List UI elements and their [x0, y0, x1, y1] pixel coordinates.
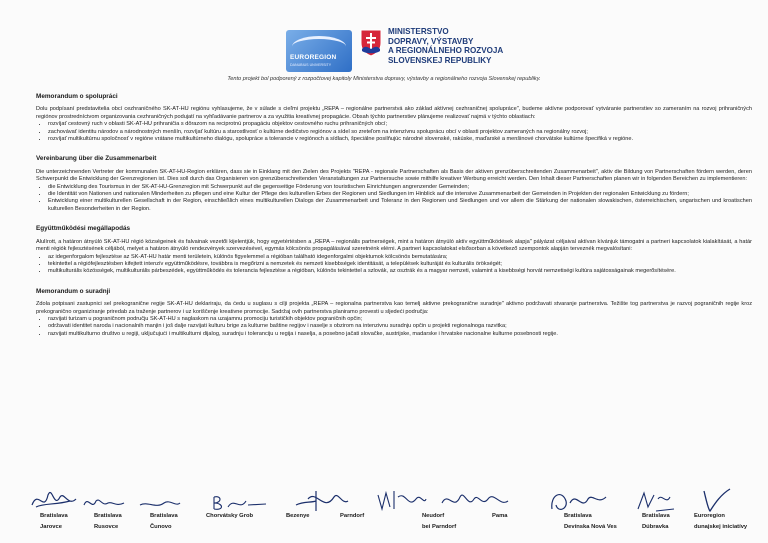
section-list: [36, 121, 752, 143]
signatory-line1: Bratislava: [564, 513, 592, 519]
slovak-crest-icon: [360, 29, 382, 57]
list-item: • rozvíjať cestovný ruch v oblasti SK-AT-HU prihraničia s dôrazom na reciprotnú propagáciu objektov cestovného ruchu prihraničných obcí;: [48, 121, 752, 128]
list-item: • razvijati multikulturno društvo u regiji, uključujući i multikulturni dijalog, suradnju i toleranciju u regija i naselja, a posebno jačati slovačke, austrijske, madarske i hrvatske nacionalne kulturne posebnosti regije.: [48, 331, 752, 338]
section-title: Memorandum o suradnji: [36, 287, 111, 295]
ministry-line: MINISTERSTVO: [388, 27, 449, 36]
section-slovak: [36, 93, 752, 143]
section-croatian: [36, 288, 752, 338]
signatory-line2: Jarovce: [40, 524, 62, 530]
section-title: Memorandum o spolupráci: [36, 93, 118, 100]
signatory: [694, 511, 747, 533]
signatory: [286, 511, 310, 522]
section-title: Vereinbarung über die Zusammenarbeit: [36, 155, 157, 163]
euroregion-logo: [286, 30, 352, 72]
ministry-line: DOPRAVY, VÝSTAVBY: [388, 36, 474, 46]
signatory-line2: Devínska Nová Ves: [564, 524, 617, 530]
signatory: [642, 511, 670, 533]
signatory-line1: Bratislava: [642, 513, 670, 519]
signatory: [492, 511, 507, 522]
section-intro: Alulírott, a határon átnyúló SK-AT-HU régió községeinek és falvainak vezetői kijelentjük, hogy egyetértésben a „REPA – regionális partnerségek, mint a határon átnyúló aktív együttműködések alapja" pályázat céljaival aktívan kívánjuk támogatni a partneri kapcsolatok kialakítását, a határ menti régiók fejlesztésének céljából, melyet a határon átnyúló rendezvények szervezésével, egymás kölcsönös propagálásával szeretnénk elérni. A partneri kapcsolatokat elsősorban a következő szempontok alapján terveznék megvalósítani:: [36, 238, 752, 253]
list-item: • die Entwicklung des Tourismus in der SK-AT-HU-Grenzregion mit Schwerpunkt auf die gegenseitige Förderung von touristischen Einrichtungen angrenzender Gemeinden;: [48, 184, 752, 191]
signature-image: [376, 487, 428, 515]
signature-block: [0, 487, 768, 543]
signatory: [150, 511, 178, 533]
list-item: • multikulturális közösségek, multikulturális párbeszédek, együttműködés és tolerancia fejlesztése a régióban, különös tekintettel a szlovák, az osztrák és a magyar nemzeti, valamint a kisebbségi horvát nemzetiségi kultúra sajátosságainak megerősítésére.: [48, 268, 752, 275]
list-item: • održavati identitet naroda i nacionalnih manjin i još dalje razvijati kulturu brige za kulturne baštine regijov i naselje s obzirom na intenzivnu suradnju opčin u projekti regionalnoga razvitka;: [48, 323, 752, 330]
section-title: Együttműködési megállapodás: [36, 225, 131, 233]
signatory-line1: Parndorf: [340, 513, 365, 519]
list-item: • rozvíjať multikultúrnu spoločnosť v regióne vrátane multikultúrneho dialógu, spolupráce a tolerancie v regiónoch a sídlach, špeciálne posilňujúc národné slovenské, rakúske, maďarské a menšinové chorvátske kultúrne špecifiká v regióne.: [48, 136, 752, 143]
list-item: • zachovávať identitu národov a národnostných menšín, rozvíjať kultúru a starostlivosť o kultúrne dedičstvo regiónov a sídel so zreteľom na intenzívnu spoluprácu obcí v oblasti projektov zameraných na regionálny rozvoj;: [48, 129, 752, 136]
signatory-line1: Bratislava: [94, 513, 122, 519]
signatory-line2: Rusovce: [94, 524, 119, 530]
section-list: [36, 316, 752, 338]
signatory-line1: Bratislava: [150, 513, 178, 519]
section-intro: Zdola potpisani zastupnici sel prekogranične regije SK-AT-HU deklariraju, da ćedu u suglasu s cilji projekta „REPA – regionalna partnerstva kao temelj aktivne prekogranične suradnje" aktivno podržavati stvaranje partnerstva. Težište tog partnerstva je razvoj pograničnih regije kroz prekogranično organiziranje priredab za traženje partnerov i uz koriščenje kreativne promocije. Sadržaj ovih partnerstva planiramo provesti u sljedeći područja:: [36, 301, 752, 315]
euroregion-logo-title: EUROREGION: [290, 54, 337, 61]
section-intro: Dolu podpísaní predstavitelia obcí cezhraničného SK-AT-HU regiónu vyhlasujeme, že v súlade s cieľmi projektu „REPA – regionálne partnerstvá ako základ aktívnej cezhraničnej spolupráce", budeme aktívne podporovať vytváranie partnerstiev so zameraním na rozvoj prihraničných regiónov prostredníctvom organizovania cezhraničných podujatí na vyhľadávanie partnerov a za využitia kreatívnej propagácie. Obsah týchto partnerstiev plánujeme realizovať najmä v týchto oblastiach:: [36, 106, 752, 120]
list-item: • az idegenforgalom fejlesztése az SK-AT-HU határ menti területein, különös figyelemmel a régióban található idegenforgalmi objektumok kölcsönös bemutatására;: [48, 254, 752, 261]
list-item: • Entwicklung einer multikulturellen Gesellschaft in der Region, einschließlich eines multikulturellen Dialogs der Zusammenarbeit und Toleranz in den Regionen und Siedlungen und vor allem die Stärkung der nationalen slowakischen, österreichischen, ungarischen und kroatischen kulturellen Besonderheiten in der Region.: [48, 198, 752, 213]
list-item: • die Identität von Nationen und nationalen Minderheiten zu pflegen und eine Kultur der Pflege des kulturellen Erbes der Regionen und Siedlungen im Hinblick auf die intensive Zusammenarbeit der Gemeinden in Projekten der regionalen Entwicklung zu fördern;: [48, 191, 752, 198]
section-german: [36, 155, 752, 213]
signatory-line2: dunajskej iniciatívy: [694, 524, 748, 530]
signatory-line1: Chorvátsky Grob: [206, 513, 254, 519]
signatory: [94, 511, 122, 533]
signatory: [206, 511, 253, 522]
signatory-line1: Bezenye: [286, 513, 310, 519]
letterhead: [286, 27, 503, 72]
ministry-name: [388, 27, 503, 65]
funding-tagline: Tento projekt bol podporený z rozpočtovej kapitoly Ministerstva dopravy, výstavby a regionálneho rozvoja Slovenskej republiky.: [227, 76, 541, 82]
signatory-line1: Euroregion: [694, 513, 725, 519]
euroregion-logo-subtitle: DANUBIUS UNIVERSITY: [290, 63, 332, 67]
section-list: [36, 184, 752, 214]
section-list: [36, 254, 752, 276]
ministry-line: SLOVENSKEJ REPUBLIKY: [388, 55, 492, 65]
signatory: [564, 511, 617, 533]
signatory-line2: bei Parndorf: [422, 524, 457, 530]
section-hungarian: [36, 225, 752, 275]
document-body: [36, 88, 752, 338]
signatory-line2: Čunovo: [150, 524, 172, 530]
signatory-line2: Dúbravka: [642, 524, 669, 530]
signatory-line1: Neudorf: [422, 513, 445, 519]
signatory: [340, 511, 364, 522]
ministry-line: A REGIONÁLNEHO ROZVOJA: [388, 46, 504, 56]
signatory: [422, 511, 456, 533]
signatory: [40, 511, 68, 533]
section-intro: Die unterzeichnenden Vertreter der kommunalen SK-AT-HU-Region erklären, dass sie in Einklang mit den Zielen des Projekts "REPA - regionale Partnerschaften als Basis der aktiven grenzüberschreitenden Zusammenarbeit", aktiv die Bildung von Partnerschaften fördern werden, deren Schwerpunkt die Entwicklung der Grenzregionen ist. Dies soll durch das Organisieren von grenzüberschreitenden Veranstaltungen zur Partnersuche sowie mithilfe kreativer Werbung erreicht werden. Den Inhalt dieser Partnerschaften planen wir in folgenden Bereichen zu implementieren:: [36, 168, 752, 183]
list-item: • razvijati turizam u pograničnom području SK-AT-HU s naglaskom na uzajamnu promociju turističkih objektov pograničnih opčin;: [48, 316, 752, 323]
signatory-line1: Pama: [492, 513, 508, 519]
signatory-line1: Bratislava: [40, 513, 68, 519]
list-item: • tekintettel a régiófejlesztésben kifejtett intenzív együttműködésre, továbbra is megőrizni a nemzetek és nemzeti kisebbségek identitását, a települések kulturáját és kulturális örökségét;: [48, 261, 752, 268]
